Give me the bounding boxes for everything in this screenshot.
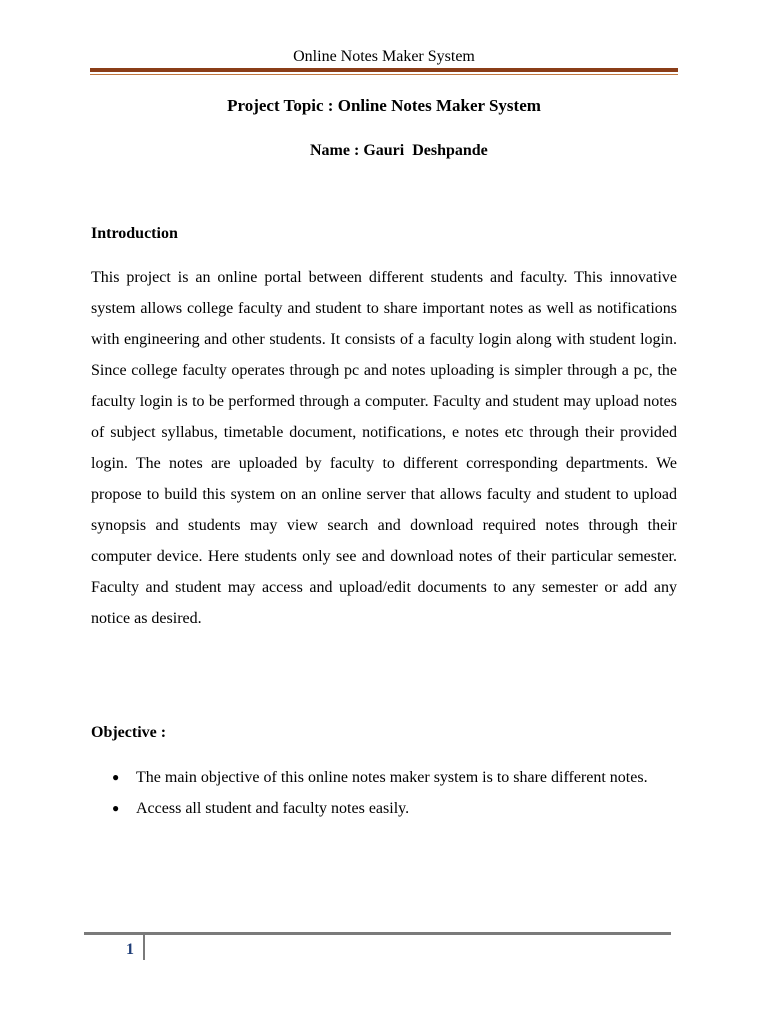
- bullet-icon: ●: [112, 801, 120, 815]
- project-topic-title: Project Topic : Online Notes Maker System: [227, 96, 541, 115]
- objective-heading: Objective :: [91, 724, 167, 741]
- footer-divider: [143, 935, 145, 960]
- page-number: 1: [126, 941, 134, 958]
- header-rule-thick: [90, 68, 678, 72]
- running-header-title: Online Notes Maker System: [293, 48, 475, 65]
- bullet-icon: ●: [112, 770, 120, 784]
- author-name: Name : Gauri Deshpande: [310, 142, 488, 159]
- footer-rule: [84, 932, 671, 935]
- introduction-paragraph: This project is an online portal between different students and faculty. This innovative system allows college faculty and student to share important notes as well as notifications with engineering and other students. It consists of a faculty login along with student login. Since college faculty operates through pc and notes uploading is simpler through a pc, the faculty login is to be performed through a computer. Faculty and student may upload notes of subject syllabus, timetable document, notifications, e notes etc through their provided login. The notes are uploaded by faculty to different corresponding departments. We propose to build this system on an online server that allows faculty and student to upload synopsis and students may view search and download required notes through their computer device. Here students only see and download notes of their particular semester. Faculty and student may access and upload/edit documents to any semester or add any notice as desired.: [91, 269, 677, 627]
- objective-item: [91, 793, 677, 824]
- objective-item: [91, 762, 677, 793]
- objective-list: [91, 762, 677, 824]
- objective-item-text: Access all student and faculty notes easily.: [136, 800, 410, 817]
- header-rule-thin: [90, 74, 678, 75]
- introduction-heading: Introduction: [91, 225, 178, 242]
- objective-item-text: The main objective of this online notes maker system is to share different notes.: [136, 769, 648, 786]
